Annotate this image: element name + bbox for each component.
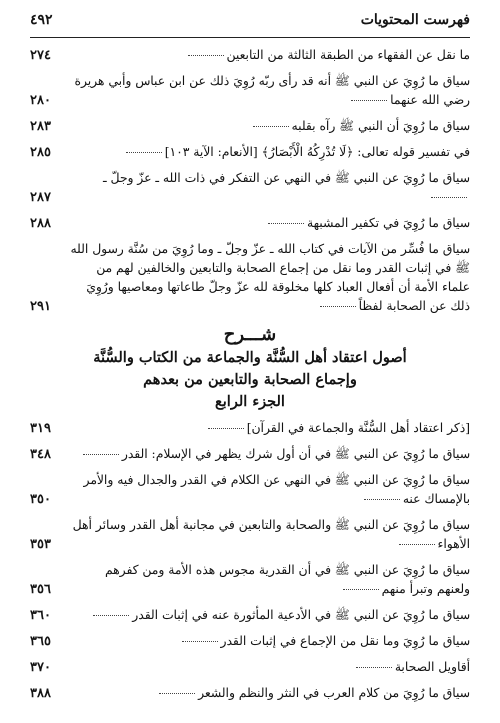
toc-entry-page-number: ٢٩١	[30, 299, 51, 314]
toc-entry-title	[30, 516, 470, 554]
toc-entry-title	[30, 684, 470, 703]
toc-entry-label: سياق ما رُوِيَ عن النبي ﷺ في النهي عن الكلام في القدر والجدال فيه والأمر بالإمساك عنه	[83, 473, 470, 506]
toc-entry-page-number: ٢٨٨	[30, 216, 51, 231]
section-subtitle-line-2: وإجماع الصحابة والتابعين من بعدهم	[143, 371, 357, 388]
dot-leader	[343, 589, 379, 590]
toc-entry	[30, 516, 470, 554]
toc-entry-page-number: ٣٦٥	[30, 634, 51, 649]
toc-entry	[30, 419, 470, 438]
toc-entry-label: سياق ما رُوِيَ عن النبي ﷺ في النهي عن التفكر في ذات الله ـ عزّ وجلّ ـ	[103, 171, 470, 185]
toc-entry-page-number: ٣٨٨	[30, 686, 51, 701]
toc-entry	[30, 684, 470, 703]
running-header	[30, 10, 470, 34]
toc-entry-label: سياق ما رُوِيَ عن النبي ﷺ والصحابة والتابعين في مجانبة أهل القدر وسائر أهل الأهواء	[72, 518, 470, 551]
dot-leader	[320, 306, 356, 307]
toc-list-after	[30, 419, 470, 703]
toc-entry-title	[30, 632, 470, 651]
toc-entry	[30, 606, 470, 625]
toc-entry	[30, 445, 470, 464]
toc-entry-title	[30, 240, 470, 316]
toc-entry	[30, 117, 470, 136]
toc-entry-title	[30, 214, 470, 233]
running-header-title: فهرست المحتويات	[360, 12, 470, 28]
toc-entry-page-number: ٣١٩	[30, 421, 51, 436]
toc-entry-title	[30, 606, 470, 625]
toc-entry	[30, 658, 470, 677]
toc-entry-label: سياق ما رُوِيَ عن النبي ﷺ في أن القدرية مجوس هذه الأمة ومن كفرهم ولعنهم وتبرأ منهم	[105, 563, 470, 596]
toc-entry	[30, 169, 470, 207]
toc-entry-label: في تفسير قوله تعالى: ﴿لَا تُدْرِكُهُ الْأَبْصَارُ﴾ [الأنعام: الآية ١٠٣]	[164, 145, 470, 159]
toc-entry-label: سياق ما رُوِيَ عن النبي ﷺ أنه قد رأى ربّه رُوِيَ ذلك عن ابن عباس وأبي هريرة رضي الله عنهما	[74, 74, 470, 107]
toc-entry-title	[30, 445, 470, 464]
toc-entry-label: سياق ما رُوِيَ وما نقل من الإجماع في إثبات القدر	[220, 634, 470, 648]
toc-entry-label: سياق ما رُوِيَ في تكفير المشبهة	[307, 216, 470, 230]
toc-entry-label: [ذكر اعتقاد أهل السُّنَّة والجماعة في القرآن]	[246, 421, 470, 435]
toc-entry-label: سياق ما رُوِيَ عن النبي ﷺ في أن أول شرك يظهر في الإسلام: القدر	[121, 447, 470, 461]
dot-leader	[93, 615, 129, 616]
toc-entry-page-number: ٢٨٥	[30, 145, 51, 160]
toc-entry-title	[30, 143, 470, 162]
toc-entry-label: سياق ما فُسِّر من الآيات في كتاب الله ـ عزّ وجلّ ـ وما رُوِيَ من سُنَّة رسول الله ﷺ في إثبات القدر وما نقل من إجماع الصحابة والتابعين والخالفين لهم من علماء الأمة أن أفعال العباد كلها مخلوقة لله عزّ وجلّ طاعاتها ومعاصيها ورُوِيَ ذلك عن الصحابة لفظاً	[70, 242, 470, 313]
section-heading	[30, 323, 470, 413]
dot-leader	[356, 667, 392, 668]
toc-entry	[30, 561, 470, 599]
section-volume-label: الجزء الرابع	[215, 393, 285, 410]
toc-entry-title	[30, 169, 470, 207]
toc-entry-page-number: ٣٥٠	[30, 492, 51, 507]
toc-list-before	[30, 46, 470, 316]
toc-entry-title	[30, 72, 470, 110]
toc-entry	[30, 632, 470, 651]
toc-entry-page-number: ٣٦٠	[30, 608, 51, 623]
dot-leader	[182, 641, 218, 642]
toc-entry	[30, 471, 470, 509]
toc-entry-label: أقاويل الصحابة	[394, 660, 470, 674]
section-subtitle-line-1: أصول اعتقاد أهل السُّنَّة والجماعة من الكتاب والسُّنَّة	[93, 349, 407, 366]
toc-entry-page-number: ٢٧٤	[30, 48, 51, 63]
dot-leader	[364, 499, 400, 500]
toc-entry-page-number: ٣٥٣	[30, 537, 51, 552]
toc-entry	[30, 214, 470, 233]
toc-entry-page-number: ٢٨٧	[30, 190, 51, 205]
dot-leader	[83, 454, 119, 455]
toc-entry-label: سياق ما رُوِيَ أن النبي ﷺ رآه بقلبه	[291, 119, 470, 133]
toc-entry-page-number: ٢٨٣	[30, 119, 51, 134]
toc-entry	[30, 143, 470, 162]
toc-entry-page-number: ٣٧٠	[30, 660, 51, 675]
dot-leader	[126, 152, 162, 153]
toc-entry-title	[30, 117, 470, 136]
toc-entry-label: سياق ما رُوِيَ عن النبي ﷺ في الأدعية المأثورة عنه في إثبات القدر	[132, 608, 470, 622]
toc-entry-label: سياق ما رُوِيَ من كلام العرب في النثر والنظم والشعر	[198, 686, 470, 700]
toc-entry	[30, 46, 470, 65]
dot-leader	[253, 126, 289, 127]
toc-entry-page-number: ٢٨٠	[30, 93, 51, 108]
dot-leader	[399, 544, 435, 545]
toc-entry-title	[30, 471, 470, 509]
toc-entry	[30, 72, 470, 110]
dot-leader	[431, 197, 467, 198]
toc-entry-title	[30, 46, 470, 65]
page-number: ٤٩٢	[30, 12, 53, 28]
dot-leader	[351, 100, 387, 101]
toc-entry-page-number: ٣٤٨	[30, 447, 51, 462]
section-title: شـــرح	[223, 324, 277, 345]
toc-entry-label: ما نقل عن الفقهاء من الطبقة الثالثة من التابعين	[226, 48, 470, 62]
toc-entry-title	[30, 561, 470, 599]
toc-body	[30, 46, 470, 710]
dot-leader	[159, 693, 195, 694]
header-rule	[30, 37, 470, 38]
toc-entry-page-number: ٣٥٦	[30, 582, 51, 597]
dot-leader	[268, 223, 304, 224]
dot-leader	[188, 55, 224, 56]
toc-entry	[30, 240, 470, 316]
toc-entry-title	[30, 658, 470, 677]
dot-leader	[208, 428, 244, 429]
toc-entry-title	[30, 419, 470, 438]
